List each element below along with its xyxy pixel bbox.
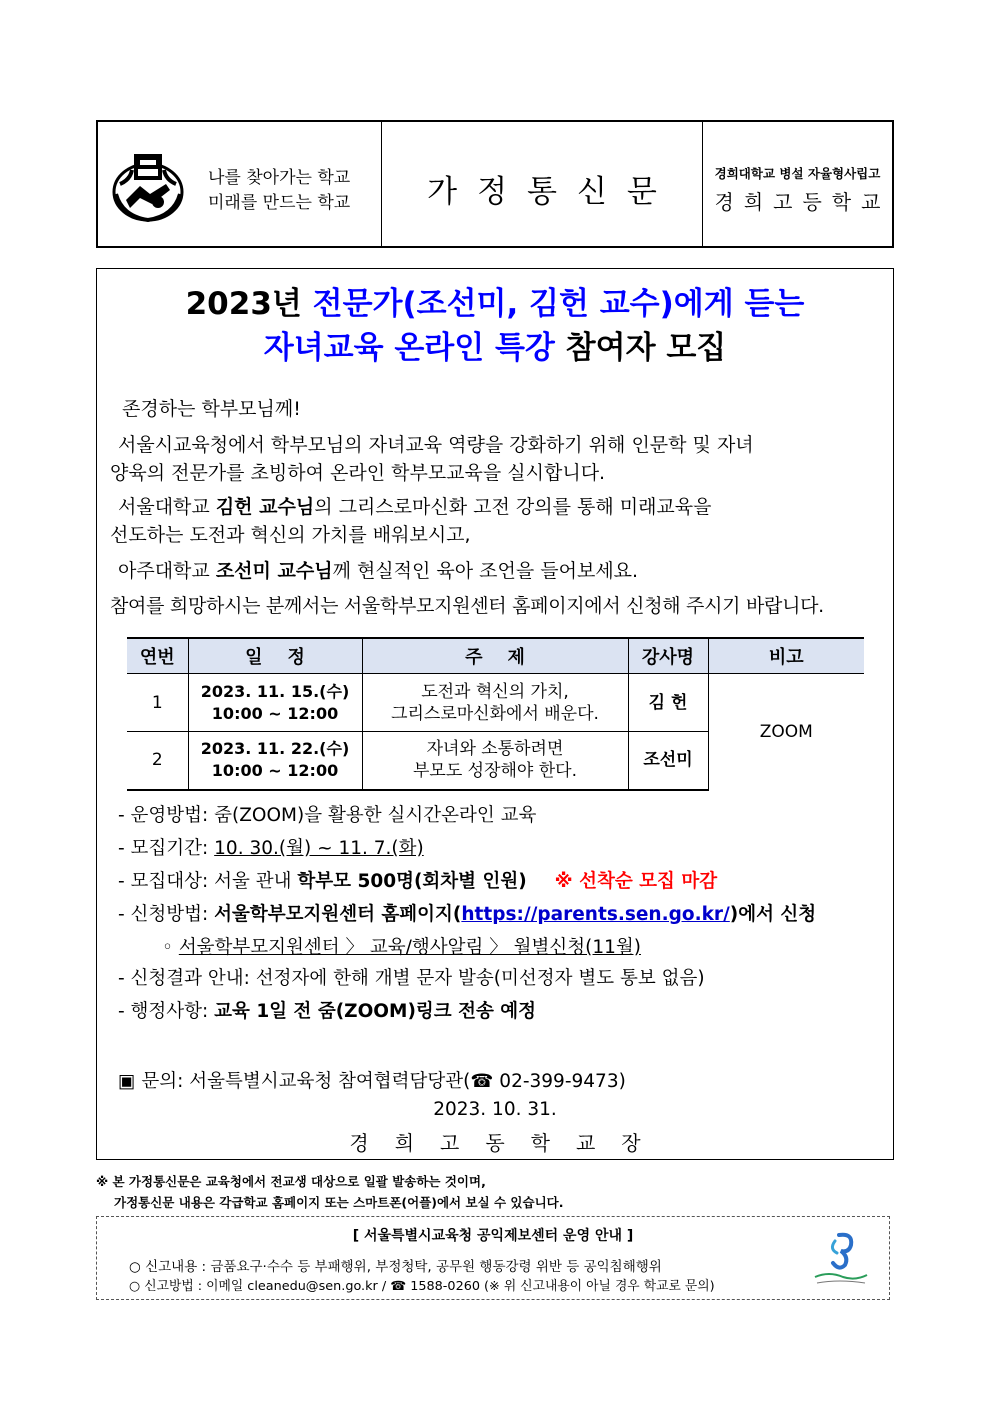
row-no: 2	[127, 732, 188, 790]
detail-period: - 모집기간: 10. 30.(월) ~ 11. 7.(화)	[118, 838, 424, 859]
headline-year: 2023년	[185, 286, 313, 322]
headline-line-2	[96, 322, 894, 367]
report-title: [ 서울특별시교육청 공익제보센터 운영 안내 ]	[352, 1228, 634, 1244]
paragraph-1-line-1: 서울시교육청에서 학부모님의 자녀교육 역량을 강화하기 위해 인문학 및 자녀	[118, 434, 754, 456]
schedule-table	[127, 637, 864, 791]
paragraph-1-line-2: 양육의 전문가를 초빙하여 온라인 학부모교육을 실시합니다.	[110, 462, 606, 484]
detail-target: - 모집대상: 서울 관내 학부모 500명(회차별 인원) ※ 선착순 모집 마감	[118, 871, 718, 892]
greeting: 존경하는 학부모님께!	[122, 398, 301, 420]
report-center-box	[96, 1216, 890, 1300]
detail-result: - 신청결과 안내: 선정자에 한해 개별 문자 발송(미선정자 별도 통보 없음)	[118, 968, 705, 989]
paragraph-4: 참여를 희망하시는 분께서는 서울학부모지원센터 홈페이지에서 신청해 주시기 바랍니다.	[110, 595, 824, 617]
header-speaker: 강사명	[628, 638, 708, 674]
school-name: 경희고등학교	[714, 190, 891, 214]
report-content-line: ○ 신고내용 : 금품요구·수수 등 부패행위, 부정청탁, 공무원 행동강령 위반 등 공익침해행위	[129, 1259, 662, 1275]
row-speaker: 조선미	[628, 732, 708, 790]
school-emblem-icon	[110, 150, 186, 222]
row-note: ZOOM	[708, 674, 864, 790]
header-note: 비고	[708, 638, 864, 674]
detail-apply: - 신청방법: 서울학부모지원센터 홈페이지(https://parents.sen.go.kr/)에서 신청	[118, 904, 817, 925]
principal-signature: 경희고동학교장	[349, 1131, 667, 1155]
detail-admin: - 행정사항: 교육 1일 전 줌(ZOOM)링크 전송 예정	[118, 1001, 537, 1022]
school-subtitle: 경희대학교 병설 자율형사립고	[714, 166, 881, 181]
header-topic: 주 제	[362, 638, 628, 674]
row-topic: 자녀와 소통하려면 부모도 성장해야 한다.	[362, 732, 628, 790]
first-come-note: ※ 선착순 모집 마감	[554, 871, 718, 892]
headline-experts: 전문가(조선미, 김헌 교수)에게 듣는	[312, 286, 805, 322]
professor-jo: 조선미 교수님	[215, 560, 333, 582]
apply-link[interactable]: https://parents.sen.go.kr/	[461, 904, 730, 925]
report-method-line: ○ 신고방법 : 이메일 cleanedu@sen.go.kr / ☎ 1588-0260 (※ 위 신고내용이 아닐 경우 학교로 문의)	[129, 1279, 715, 1294]
row-no: 1	[127, 674, 188, 732]
motto-line-2: 미래를 만드는 학교	[208, 193, 351, 213]
letter-title: 가정통신문	[427, 174, 677, 210]
header-motto-cell	[98, 122, 382, 246]
paragraph-2-line-2: 선도하는 도전과 혁신의 가치를 배워보시고,	[110, 524, 471, 546]
header-schedule: 일 정	[188, 638, 362, 674]
table-header-row	[127, 638, 864, 674]
headline-recruit: 참여자 모집	[554, 330, 727, 366]
footer-note-1: ※ 본 가정통신문은 교육청에서 전교생 대상으로 일괄 발송하는 것이며,	[96, 1174, 486, 1189]
header-school-cell	[703, 122, 892, 246]
detail-method: - 운영방법: 줌(ZOOM)을 활용한 실시간온라인 교육	[118, 805, 537, 826]
seoul-education-logo-icon	[809, 1231, 873, 1287]
row-date: 2023. 11. 22.(수) 10:00 ~ 12:00	[188, 732, 362, 790]
letter-header	[96, 120, 894, 248]
detail-apply-path: ◦ 서울학부모지원센터 〉 교육/행사알림 〉 월별신청(11월)	[162, 937, 641, 958]
header-no: 연번	[127, 638, 188, 674]
header-title-cell	[382, 122, 703, 246]
headline-lecture: 자녀교육 온라인 특강	[263, 330, 555, 366]
issue-date: 2023. 10. 31.	[433, 1099, 557, 1120]
table-row	[127, 674, 864, 732]
row-date: 2023. 11. 15.(수) 10:00 ~ 12:00	[188, 674, 362, 732]
professor-kim: 김헌 교수님	[215, 496, 315, 518]
contact-info: ▣ 문의: 서울특별시교육청 참여협력담당관(☎ 02-399-9473)	[118, 1071, 626, 1092]
motto-line-1: 나를 찾아가는 학교	[208, 168, 351, 188]
row-topic: 도전과 혁신의 가치, 그리스로마신화에서 배운다.	[362, 674, 628, 732]
row-speaker: 김 헌	[628, 674, 708, 732]
headline-line-1	[96, 278, 894, 323]
footer-note-2: 가정통신문 내용은 각급학교 홈페이지 또는 스마트폰(어플)에서 보실 수 있습니다.	[114, 1195, 564, 1210]
paragraph-3: 아주대학교 조선미 교수님께 현실적인 육아 조언을 들어보세요.	[118, 560, 639, 582]
paragraph-2-line-1: 서울대학교 김헌 교수님의 그리스로마신화 고전 강의를 통해 미래교육을	[118, 496, 712, 518]
